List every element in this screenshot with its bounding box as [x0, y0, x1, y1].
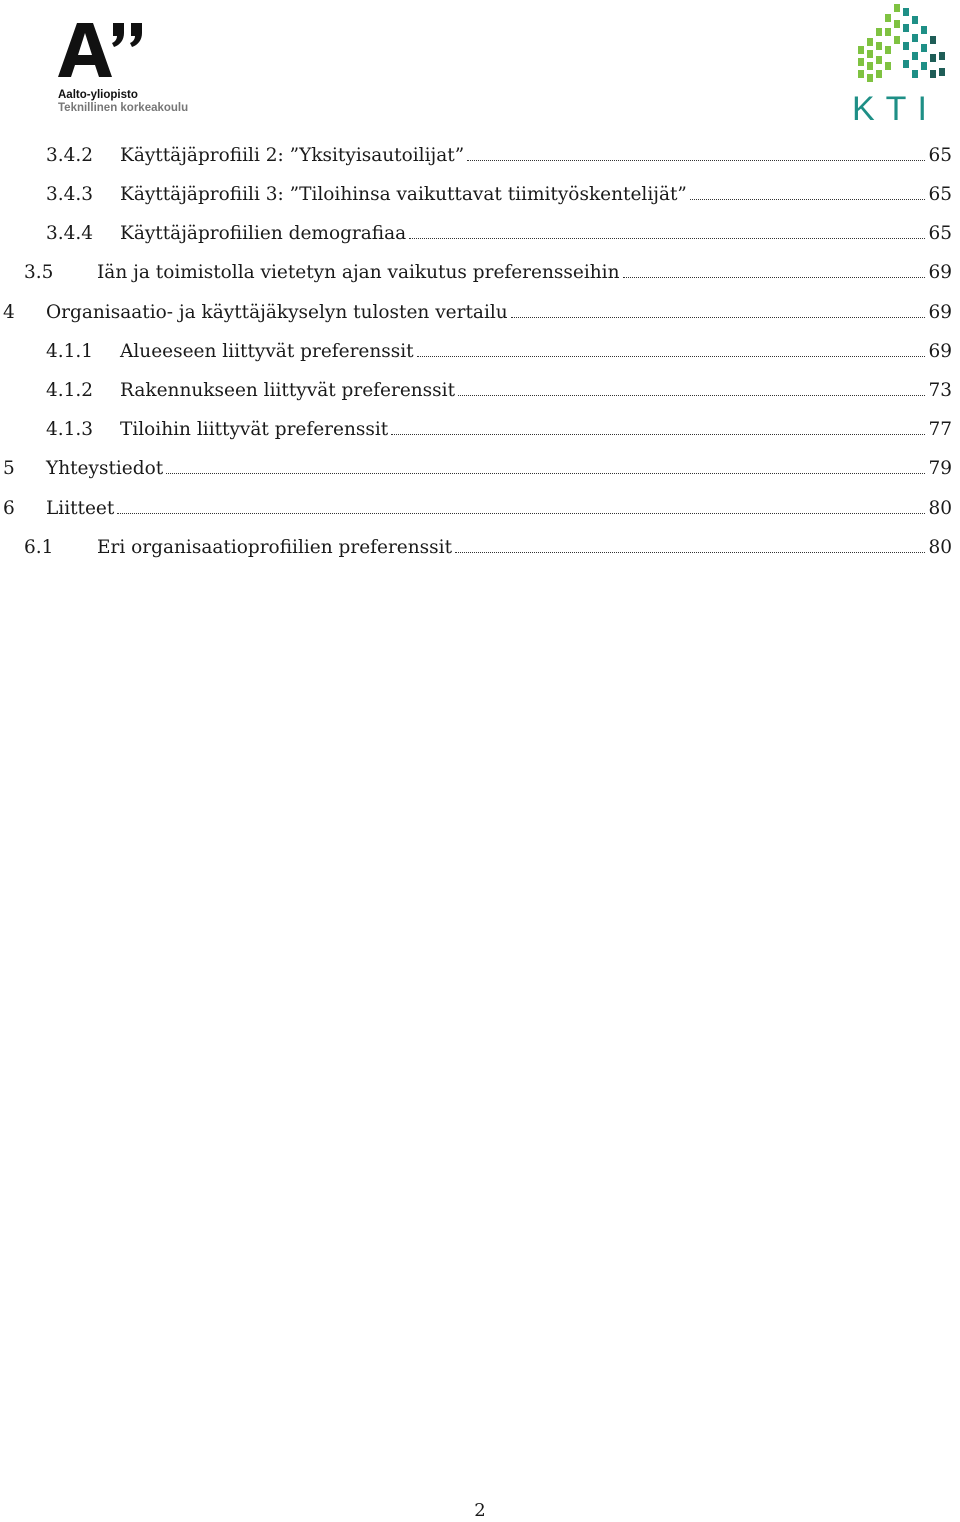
dot-leader — [623, 277, 926, 278]
toc-page: 79 — [928, 458, 952, 479]
toc-number: 6 — [3, 498, 15, 519]
toc-number: 4.1.3 — [46, 419, 94, 440]
toc-entry[interactable] — [0, 220, 952, 248]
toc-page: 69 — [928, 262, 952, 283]
kti-wordmark: KTI — [852, 90, 938, 128]
toc-number: 4.1.2 — [46, 380, 94, 401]
toc-entry[interactable] — [0, 259, 952, 287]
toc-entry[interactable] — [0, 495, 952, 523]
toc-title: Käyttäjäprofiili 2: ”Yksityisautoilijat” — [120, 145, 465, 166]
toc-page: 69 — [928, 341, 952, 362]
toc-entry[interactable] — [0, 299, 952, 327]
toc-page: 80 — [928, 498, 952, 519]
toc-entry[interactable] — [0, 416, 952, 444]
toc-title: Liitteet — [46, 498, 115, 519]
toc-entry[interactable] — [0, 338, 952, 366]
toc-entry[interactable] — [0, 181, 952, 209]
toc-number: 3.4.4 — [46, 223, 94, 244]
toc-number: 5 — [3, 458, 15, 479]
toc-entry[interactable] — [0, 377, 952, 405]
toc-title: Tiloihin liittyvät preferenssit — [120, 419, 389, 440]
toc-number: 6.1 — [24, 537, 54, 558]
toc-entry[interactable] — [0, 142, 952, 170]
toc-title: Organisaatio- ja käyttäjäkyselyn tulosten vertailu — [46, 302, 508, 323]
toc-page: 80 — [928, 537, 952, 558]
toc-title: Eri organisaatioprofiilien preferenssit — [97, 537, 453, 558]
dot-leader — [511, 317, 926, 318]
toc-page: 69 — [928, 302, 952, 323]
dot-leader — [117, 513, 925, 514]
dot-leader — [458, 395, 925, 396]
toc-title: Yhteystiedot — [46, 458, 164, 479]
toc-title: Rakennukseen liittyvät preferenssit — [120, 380, 456, 401]
aalto-logo — [56, 20, 216, 120]
toc-number: 4.1.1 — [46, 341, 94, 362]
kti-building-icon — [850, 2, 954, 92]
dot-leader — [690, 199, 926, 200]
dot-leader — [409, 238, 925, 239]
toc-page: 77 — [928, 419, 952, 440]
toc-entry[interactable] — [0, 534, 952, 562]
aalto-name: Aalto-yliopisto — [58, 89, 138, 101]
dot-leader — [467, 160, 925, 161]
page-number: 2 — [474, 1500, 486, 1521]
toc-title: Alueeseen liittyvät preferenssit — [120, 341, 414, 362]
toc-page: 65 — [928, 184, 952, 205]
toc-number: 3.4.3 — [46, 184, 94, 205]
aalto-mark-icon — [56, 20, 156, 82]
dot-leader — [391, 434, 925, 435]
dot-leader — [417, 356, 926, 357]
kti-logo — [850, 2, 954, 126]
toc-page: 65 — [928, 145, 952, 166]
toc-number: 3.4.2 — [46, 145, 94, 166]
toc-entry[interactable] — [0, 455, 952, 483]
dot-leader — [455, 552, 925, 553]
toc-title: Käyttäjäprofiili 3: ”Tiloihinsa vaikuttavat tiimityöskentelijät” — [120, 184, 687, 205]
toc-number: 3.5 — [24, 262, 54, 283]
toc-title: Iän ja toimistolla vietetyn ajan vaikutus preferensseihin — [97, 262, 620, 283]
aalto-subname: Teknillinen korkeakoulu — [58, 102, 189, 114]
toc-page: 73 — [928, 380, 952, 401]
toc-page: 65 — [928, 223, 952, 244]
toc-title: Käyttäjäprofiilien demografiaa — [120, 223, 407, 244]
dot-leader — [166, 473, 925, 474]
toc-number: 4 — [3, 302, 15, 323]
